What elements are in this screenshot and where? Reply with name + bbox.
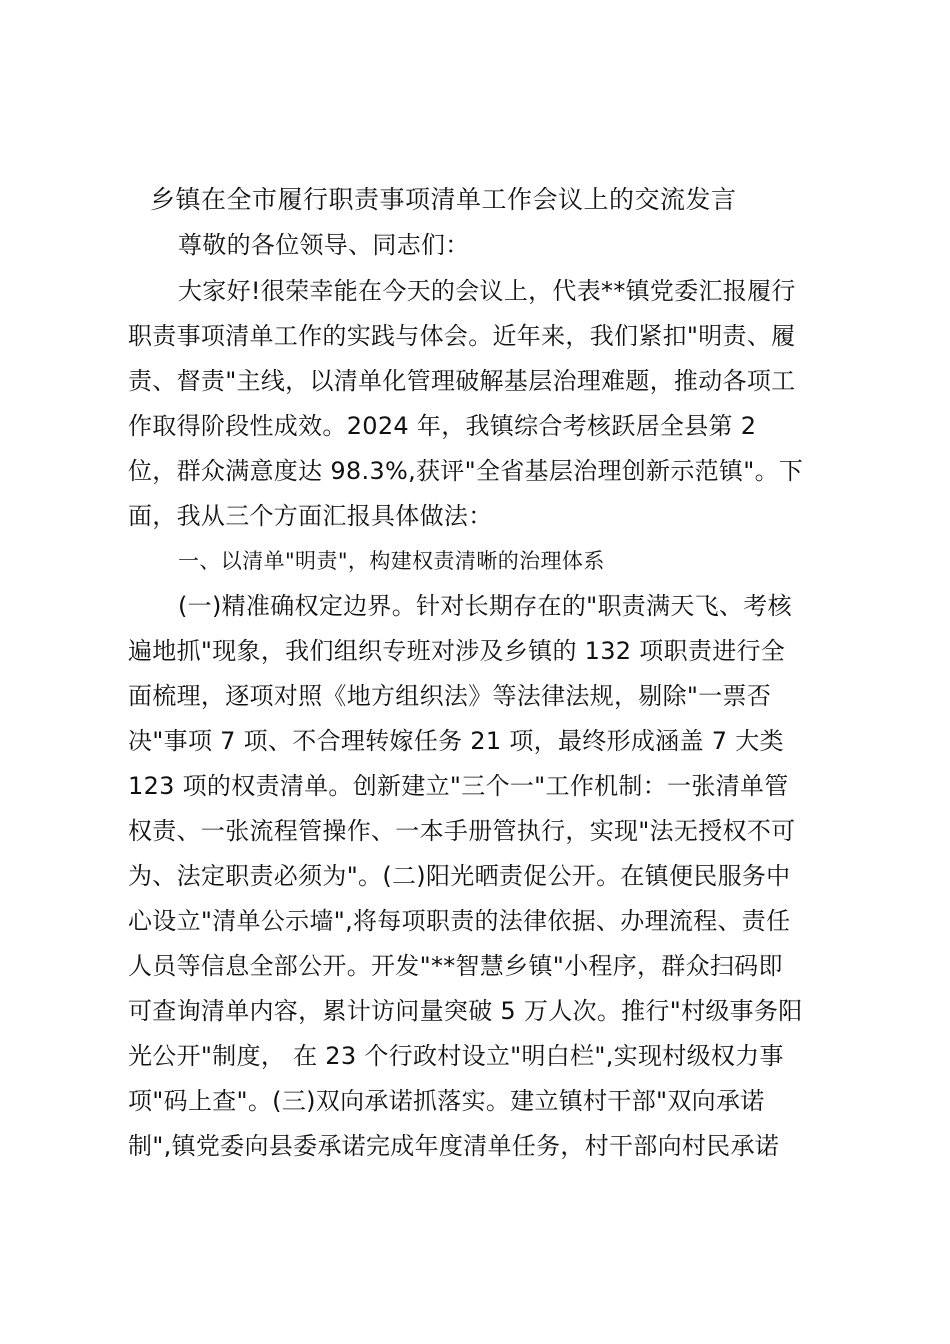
paragraph-line: 作取得阶段性成效。2024 年，我镇综合考核跃居全县第 2 xyxy=(128,412,757,440)
paragraph-line: (一)精准确权定边界。针对长期存在的"职责满天飞、考核 xyxy=(178,592,792,620)
paragraph-line: 123 项的权责清单。创新建立"三个一"工作机制：一张清单管 xyxy=(128,772,789,800)
paragraph-line: 大家好!很荣幸能在今天的会议上，代表**镇党委汇报履行 xyxy=(178,277,796,305)
paragraph-line: 心设立"清单公示墙",将每项职责的法律依据、办理流程、责任 xyxy=(128,907,791,935)
paragraph-line: 位，群众满意度达 98.3%,获评"全省基层治理创新示范镇"。下 xyxy=(128,457,804,485)
paragraph-line: 项"码上查"。(三)双向承诺抓落实。建立镇村干部"双向承诺 xyxy=(128,1087,765,1115)
salutation: 尊敬的各位领导、同志们： xyxy=(178,231,470,259)
paragraph-line: 决"事项 7 项、不合理转嫁任务 21 项，最终形成涵盖 7 大类 xyxy=(128,727,784,755)
paragraph-line: 权责、一张流程管操作、一本手册管执行，实现"法无授权不可 xyxy=(128,817,796,845)
paragraph-line: 可查询清单内容，累计访问量突破 5 万人次。推行"村级事务阳 xyxy=(128,997,803,1025)
section-heading: 一、以清单"明责"，构建权责清晰的治理体系 xyxy=(178,549,605,573)
paragraph-line: 制",镇党委向县委承诺完成年度清单任务，村干部向村民承诺 xyxy=(128,1132,780,1160)
paragraph-line: 遍地抓"现象，我们组织专班对涉及乡镇的 132 项职责进行全 xyxy=(128,637,786,665)
document-title: 乡镇在全市履行职责事项清单工作会议上的交流发言 xyxy=(150,185,737,214)
paragraph-line: 职责事项清单工作的实践与体会。近年来，我们紧扣"明责、履 xyxy=(128,322,796,350)
paragraph-line: 责、督责"主线，以清单化管理破解基层治理难题，推动各项工 xyxy=(128,367,796,395)
paragraph-line: 面梳理，逐项对照《地方组织法》等法律法规，剔除"一票否 xyxy=(128,682,772,710)
paragraph-line: 面，我从三个方面汇报具体做法： xyxy=(128,502,493,530)
paragraph-line: 为、法定职责必须为"。(二)阳光晒责促公开。在镇便民服务中 xyxy=(128,862,791,890)
paragraph-line: 人员等信息全部公开。开发"**智慧乡镇"小程序，群众扫码即 xyxy=(128,952,783,980)
paragraph-line: 光公开"制度， 在 23 个行政村设立"明白栏",实现村级权力事 xyxy=(128,1042,784,1070)
